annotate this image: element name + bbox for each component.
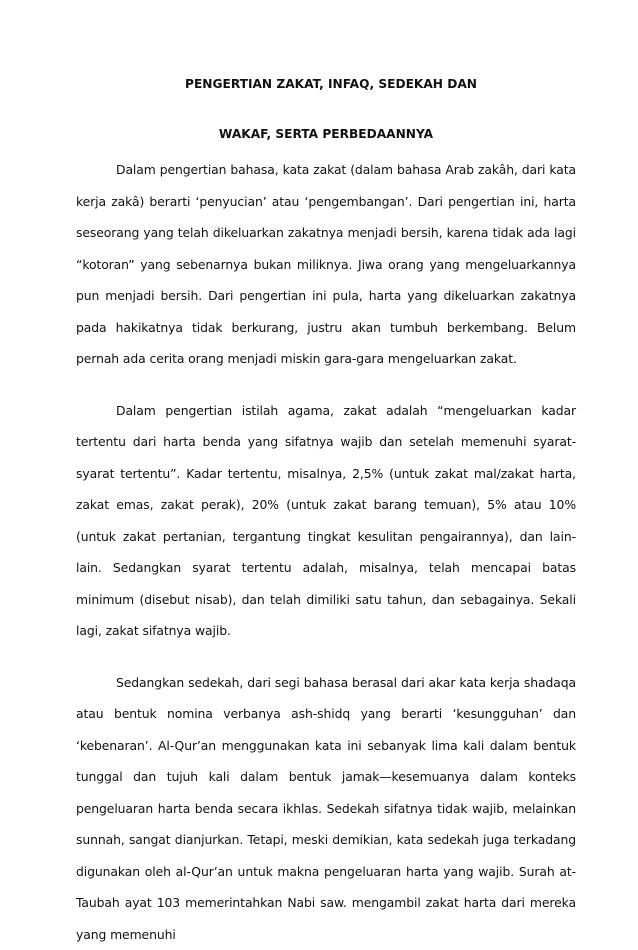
paragraph-zakat-istilah: Dalam pengertian istilah agama, zakat adalah “mengeluarkan kadar tertentu dari harta benda yang sifatnya wajib dan setelah memenuhi syarat-syarat tertentu”. Kadar tertentu, misalnya, 2,5% (untuk zakat mal/zakat harta, zakat emas, zakat perak), 20% (untuk zakat barang temuan), 5% atau 10% (untuk zakat pertanian, tergantung tingkat kesulitan pengairannya), dan lain-lain. Sedangkan syarat tertentu adalah, misalnya, telah mencapai batas minimum (disebut nisab), dan telah dimiliki satu tahun, dan sebagainya. Sekali lagi, zakat sifatnya wajib. bbox=[76, 395, 576, 647]
paragraph-zakat-bahasa: Dalam pengertian bahasa, kata zakat (dalam bahasa Arab zakâh, dari kata kerja zakâ) berarti ‘penyucian’ atau ‘pengembangan’. Dari pengertian ini, harta seseorang yang telah dikeluarkan zakatnya menjadi bersih, karena tidak ada lagi “kotoran” yang sebenarnya bukan miliknya. Jiwa orang yang mengeluarkannya pun menjadi bersih. Dari pengertian ini pula, harta yang dikeluarkan zakatnya pada hakikatnya tidak berkurang, justru akan tumbuh berkembang. Belum pernah ada cerita orang menjadi miskin gara-gara mengeluarkan zakat. bbox=[76, 154, 576, 375]
document-title-line-2: WAKAF, SERTA PERBEDAANNYA bbox=[76, 125, 576, 143]
paragraph-sedekah: Sedangkan sedekah, dari segi bahasa berasal dari akar kata kerja shadaqa atau bentuk nomina verbanya ash-shidq yang berarti ‘kesungguhan’ dan ‘kebenaran’. Al-Qur’an menggunakan kata ini sebanyak lima kali dalam bentuk tunggal dan tujuh kali dalam bentuk jamak—kesemuanya dalam konteks pengeluaran harta benda secara ikhlas. Sedekah sifatnya tidak wajib, melainkan sunnah, sangat dianjurkan. Tetapi, meski demikian, kata sedekah juga terkadang digunakan oleh al-Qur’an untuk makna pengeluaran harta yang wajib. Surah at-Taubah ayat 103 memerintahkan Nabi saw. mengambil zakat harta dari mereka yang memenuhi bbox=[76, 667, 576, 950]
paragraph-gap bbox=[76, 375, 576, 395]
document-title-line-1: PENGERTIAN ZAKAT, INFAQ, SEDEKAH DAN bbox=[86, 75, 576, 93]
paragraph-gap bbox=[76, 647, 576, 667]
